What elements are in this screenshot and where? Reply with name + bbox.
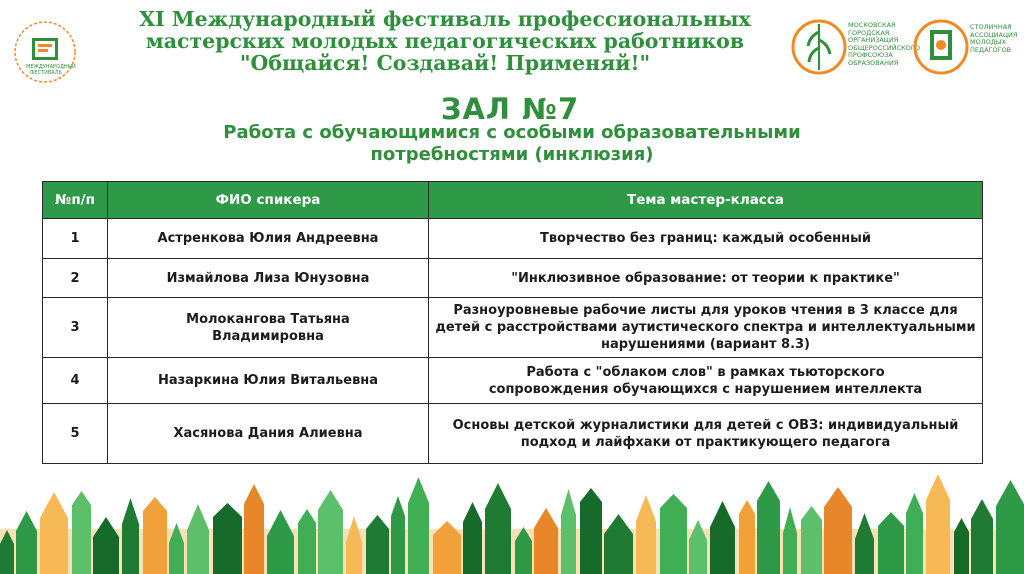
hall-subtitle-line2: потребностями (инклюзия) bbox=[370, 144, 654, 165]
table-row bbox=[43, 298, 983, 358]
column-header-topic: Тема мастер-класса bbox=[429, 182, 983, 219]
festival-title-line2: мастерских молодых педагогических работников bbox=[145, 29, 745, 53]
hall-subtitle-line1: Работа с обучающимися с особыми образовательными bbox=[223, 122, 801, 143]
masterclass-topic: Работа с "облаком слов" в рамках тьюторского сопровождения обучающихся с нарушением интеллекта bbox=[429, 358, 983, 404]
kremlin-skyline-decoration bbox=[0, 474, 1024, 574]
festival-title-line3: "Общайся! Создавай! Применяй!" bbox=[239, 51, 651, 75]
row-number: 5 bbox=[43, 404, 108, 464]
speaker-name: Измайлова Лиза Юнузовна bbox=[108, 259, 429, 298]
column-header-number: №п/п bbox=[43, 182, 108, 219]
speaker-name: Назаркина Юлия Витальевна bbox=[108, 358, 429, 404]
young-teachers-association-text: СТОЛИЧНАЯ АССОЦИАЦИЯ МОЛОДЫХ ПЕДАГОГОВ bbox=[970, 23, 1018, 54]
row-number: 1 bbox=[43, 219, 108, 259]
hall-subtitle bbox=[150, 122, 874, 166]
festival-logo bbox=[12, 14, 78, 90]
festival-title bbox=[110, 8, 780, 74]
table-row bbox=[43, 404, 983, 464]
moscow-union-logo bbox=[790, 8, 920, 86]
masterclass-topic: Разноуровневые рабочие листы для уроков чтения в 3 классе для детей с расстройствами аутистического спектра и интеллектуальными нарушениями (вариант 8.3) bbox=[429, 298, 983, 358]
table-row bbox=[43, 358, 983, 404]
row-number: 4 bbox=[43, 358, 108, 404]
table-row bbox=[43, 259, 983, 298]
festival-logo-caption: МЕЖДУНАРОДНЫЙ ФЕСТИВАЛЬ bbox=[26, 64, 76, 76]
speaker-name: Молокангова Татьяна Владимировна bbox=[108, 298, 429, 358]
masterclass-topic: Творчество без границ: каждый особенный bbox=[429, 219, 983, 259]
festival-title-line1: XI Международный фестиваль профессиональных bbox=[139, 7, 751, 31]
hall-title: ЗАЛ №7 bbox=[440, 92, 580, 126]
moscow-union-text: МОСКОВСКАЯ ГОРОДСКАЯ ОРГАНИЗАЦИЯ ОБЩЕРОССИЙСКОГО ПРОФСОЮЗА ОБРАЗОВАНИЯ bbox=[848, 21, 920, 67]
column-header-speaker: ФИО спикера bbox=[108, 182, 429, 219]
speakers-table bbox=[42, 181, 982, 464]
row-number: 3 bbox=[43, 298, 108, 358]
table-row bbox=[43, 219, 983, 259]
table-header-row bbox=[43, 182, 983, 219]
speaker-name: Астренкова Юлия Андреевна bbox=[108, 219, 429, 259]
young-teachers-association-logo bbox=[912, 8, 1018, 86]
speaker-name: Хасянова Дания Алиевна bbox=[108, 404, 429, 464]
masterclass-topic: Основы детской журналистики для детей с ОВЗ: индивидуальный подход и лайфхаки от практикующего педагога bbox=[429, 404, 983, 464]
masterclass-topic: "Инклюзивное образование: от теории к практике" bbox=[429, 259, 983, 298]
row-number: 2 bbox=[43, 259, 108, 298]
